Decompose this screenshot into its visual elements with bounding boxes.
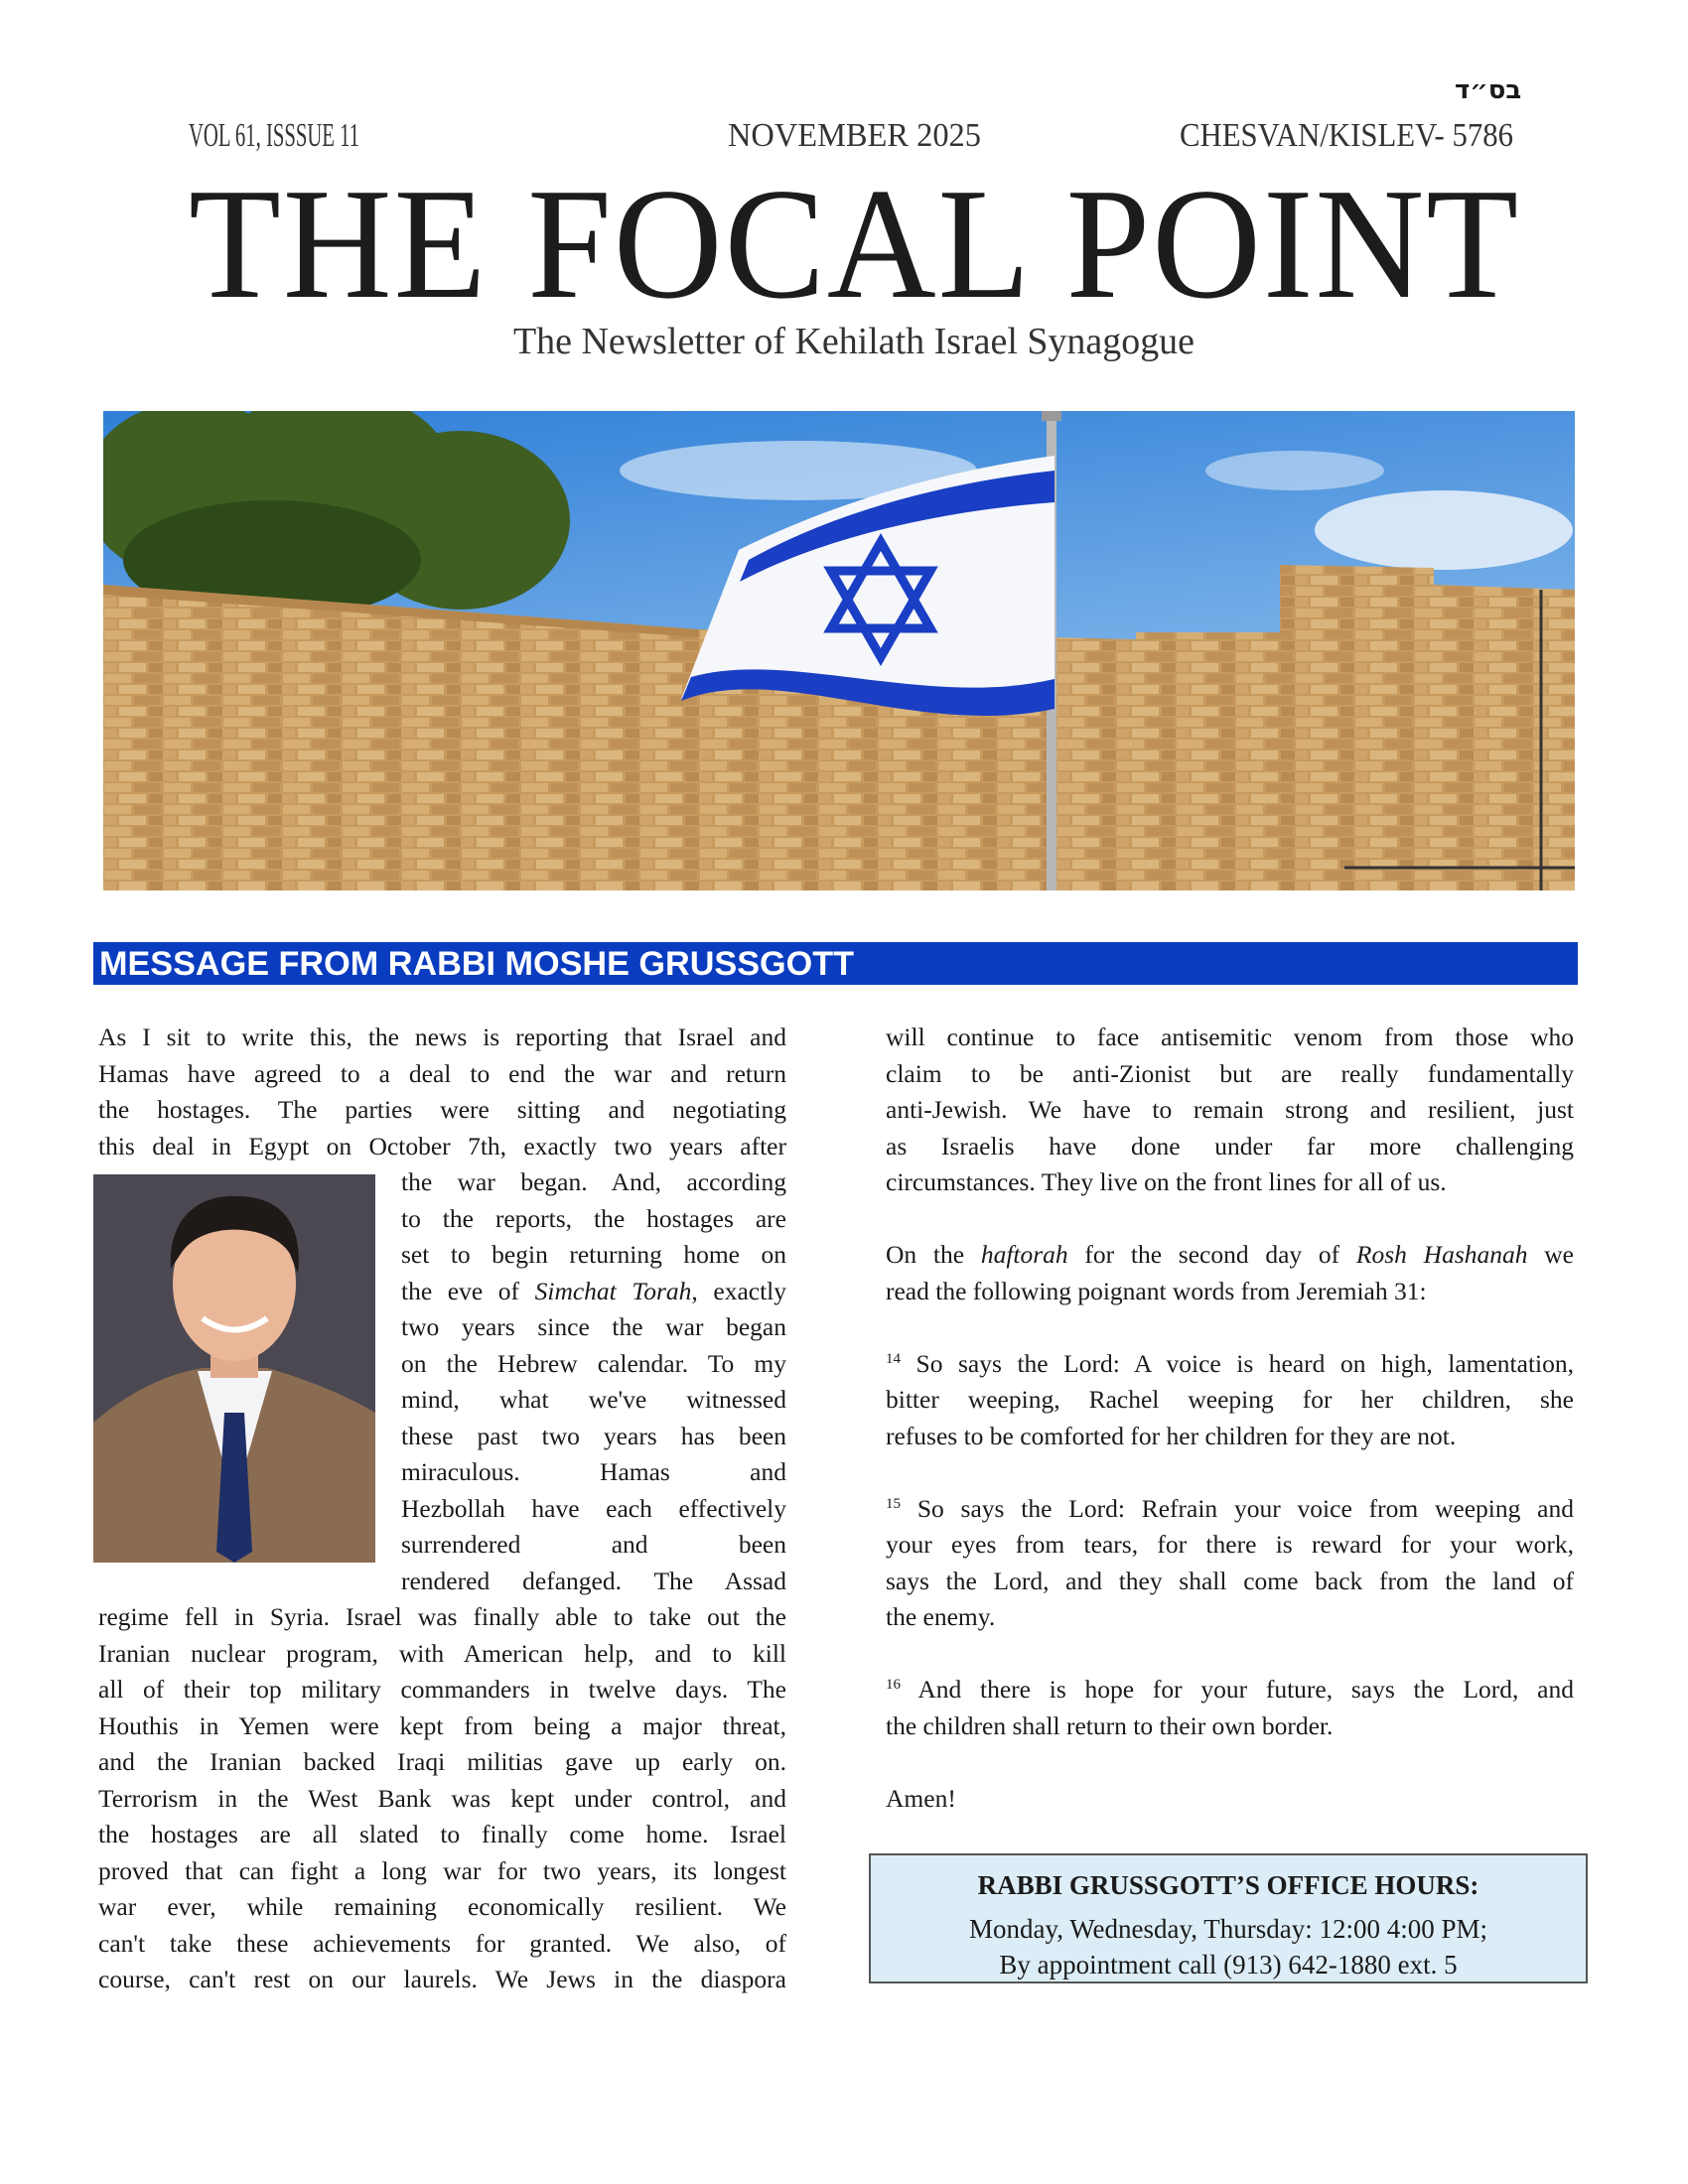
blank-line: [886, 1636, 1574, 1673]
text-line: course, can't rest on our laurels. We Jews in the diaspora: [98, 1965, 786, 1993]
text-line: circumstances. They live on the front lines for all of us.: [886, 1167, 1447, 1196]
text-line: and the Iranian backed Iraqi militias gave up early on.: [98, 1747, 786, 1776]
blank-line: [886, 1454, 1574, 1491]
section-heading-bar: [93, 942, 1578, 985]
office-hours-title: RABBI GRUSSGOTT’S OFFICE HOURS:: [977, 1870, 1479, 1900]
blank-line: [886, 1201, 1574, 1238]
italic-term: Rosh Hashanah: [1355, 1240, 1528, 1269]
text-line: $^{14}$ So says the Lord: A voice is heard on high, lamentation,: [886, 1348, 1574, 1378]
hebrew-blessing-mark: בס״ד: [1455, 75, 1522, 105]
rabbi-portrait-photo: [93, 1174, 375, 1563]
text-line: Hamas have agreed to a deal to end the war and return: [98, 1058, 786, 1088]
text-line: says the Lord, and they shall come back from the land of: [886, 1566, 1574, 1595]
issue-date: NOVEMBER 2025: [728, 117, 981, 154]
text-line: mind, what we've witnessed: [401, 1385, 786, 1414]
blank-line: [886, 1309, 1574, 1346]
text-line: this deal in Egypt on October 7th, exactly two years after: [98, 1131, 786, 1160]
israeli-flag-western-wall-photo: [103, 411, 1575, 890]
text-line: the hostages are all slated to finally come home. Israel: [98, 1820, 786, 1848]
text-line: Amen!: [886, 1783, 956, 1813]
text-line: Houthis in Yemen were kept from being a major threat,: [98, 1710, 786, 1740]
text-line: as Israelis have done under far more challenging: [886, 1131, 1574, 1160]
text-line: the hostages. The parties were sitting and negotiating: [98, 1095, 786, 1124]
text-line: Terrorism in the West Bank was kept under control, and: [98, 1783, 786, 1813]
text-line: miraculous. Hamas and: [401, 1457, 786, 1486]
text-line: claim to be anti-Zionist but are really fundamentally: [886, 1058, 1574, 1088]
text-line: to the reports, the hostages are: [401, 1203, 786, 1233]
blank-line: [886, 1744, 1574, 1781]
italic-term: haftorah: [980, 1240, 1068, 1269]
text-line: all of their top military commanders in twelve days. The: [98, 1675, 786, 1704]
text-line: your eyes from tears, for there is reward for your work,: [886, 1530, 1574, 1559]
italic-term: Simchat Torah: [534, 1276, 692, 1305]
text-line: As I sit to write this, the news is reporting that Israel and: [98, 1023, 786, 1051]
left-column-top: [98, 1020, 786, 1164]
text-line: two years since the war began: [401, 1312, 786, 1341]
left-column-bottom: [98, 1599, 786, 1998]
text-line: surrendered and been: [401, 1530, 786, 1559]
text-line: Iranian nuclear program, with American help, and to kill: [98, 1638, 786, 1668]
office-hours-appointment: By appointment call (913) 642-1880 ext. 5: [999, 1950, 1458, 1979]
text-line: can't take these achievements for granted. We also, of: [98, 1928, 786, 1958]
text-line: bitter weeping, Rachel weeping for her children, she: [886, 1385, 1574, 1414]
newsletter-subtitle: The Newsletter of Kehilath Israel Synagogue: [513, 321, 1195, 362]
text-line: $^{15}$ So says the Lord: Refrain your voice from weeping and: [886, 1493, 1574, 1523]
text-line: $^{16}$ And there is hope for your future, says the Lord, and: [886, 1675, 1574, 1704]
left-column-wrapped: [401, 1164, 786, 1599]
text-line: the eve of Simchat Torah, exactly: [401, 1276, 786, 1305]
text-line: On the haftorah for the second day of Rosh Hashanah we: [886, 1240, 1574, 1269]
office-hours-days: Monday, Wednesday, Thursday: 12:00 4:00 PM;: [968, 1914, 1488, 1944]
text-line: read the following poignant words from Jeremiah 31:: [886, 1276, 1427, 1305]
text-line: these past two years has been: [401, 1421, 786, 1450]
text-line: the enemy.: [886, 1602, 996, 1631]
text-line: Hezbollah have each effectively: [401, 1493, 786, 1523]
verse-number: 14: [886, 1350, 901, 1367]
verse-number: 16: [886, 1677, 901, 1693]
text-line: will continue to face antisemitic venom from those who: [886, 1023, 1574, 1051]
text-line: rendered defanged. The Assad: [401, 1566, 786, 1595]
text-line: the children shall return to their own border.: [886, 1710, 1334, 1740]
text-line: the war began. And, according: [401, 1167, 786, 1196]
text-line: war ever, while remaining economically resilient. We: [98, 1892, 786, 1921]
newsletter-title: THE FOCAL POINT: [189, 155, 1520, 332]
section-heading: MESSAGE FROM RABBI MOSHE GRUSSGOTT: [99, 945, 854, 983]
right-column: [886, 1020, 1574, 1817]
text-line: refuses to be comforted for her children for they are not.: [886, 1421, 1457, 1450]
hebrew-date: CHESVAN/KISLEV- 5786: [1180, 117, 1513, 154]
text-line: on the Hebrew calendar. To my: [401, 1348, 786, 1378]
text-line: set to begin returning home on: [401, 1240, 786, 1269]
verse-number: 15: [886, 1495, 901, 1512]
text-line: anti-Jewish. We have to remain strong and resilient, just: [886, 1095, 1574, 1124]
volume-issue: VOL 61, ISSSUE 11: [189, 117, 359, 154]
text-line: regime fell in Syria. Israel was finally able to take out the: [98, 1602, 786, 1631]
text-line: proved that can fight a long war for two years, its longest: [98, 1855, 786, 1885]
office-hours-box: [869, 1853, 1588, 1983]
